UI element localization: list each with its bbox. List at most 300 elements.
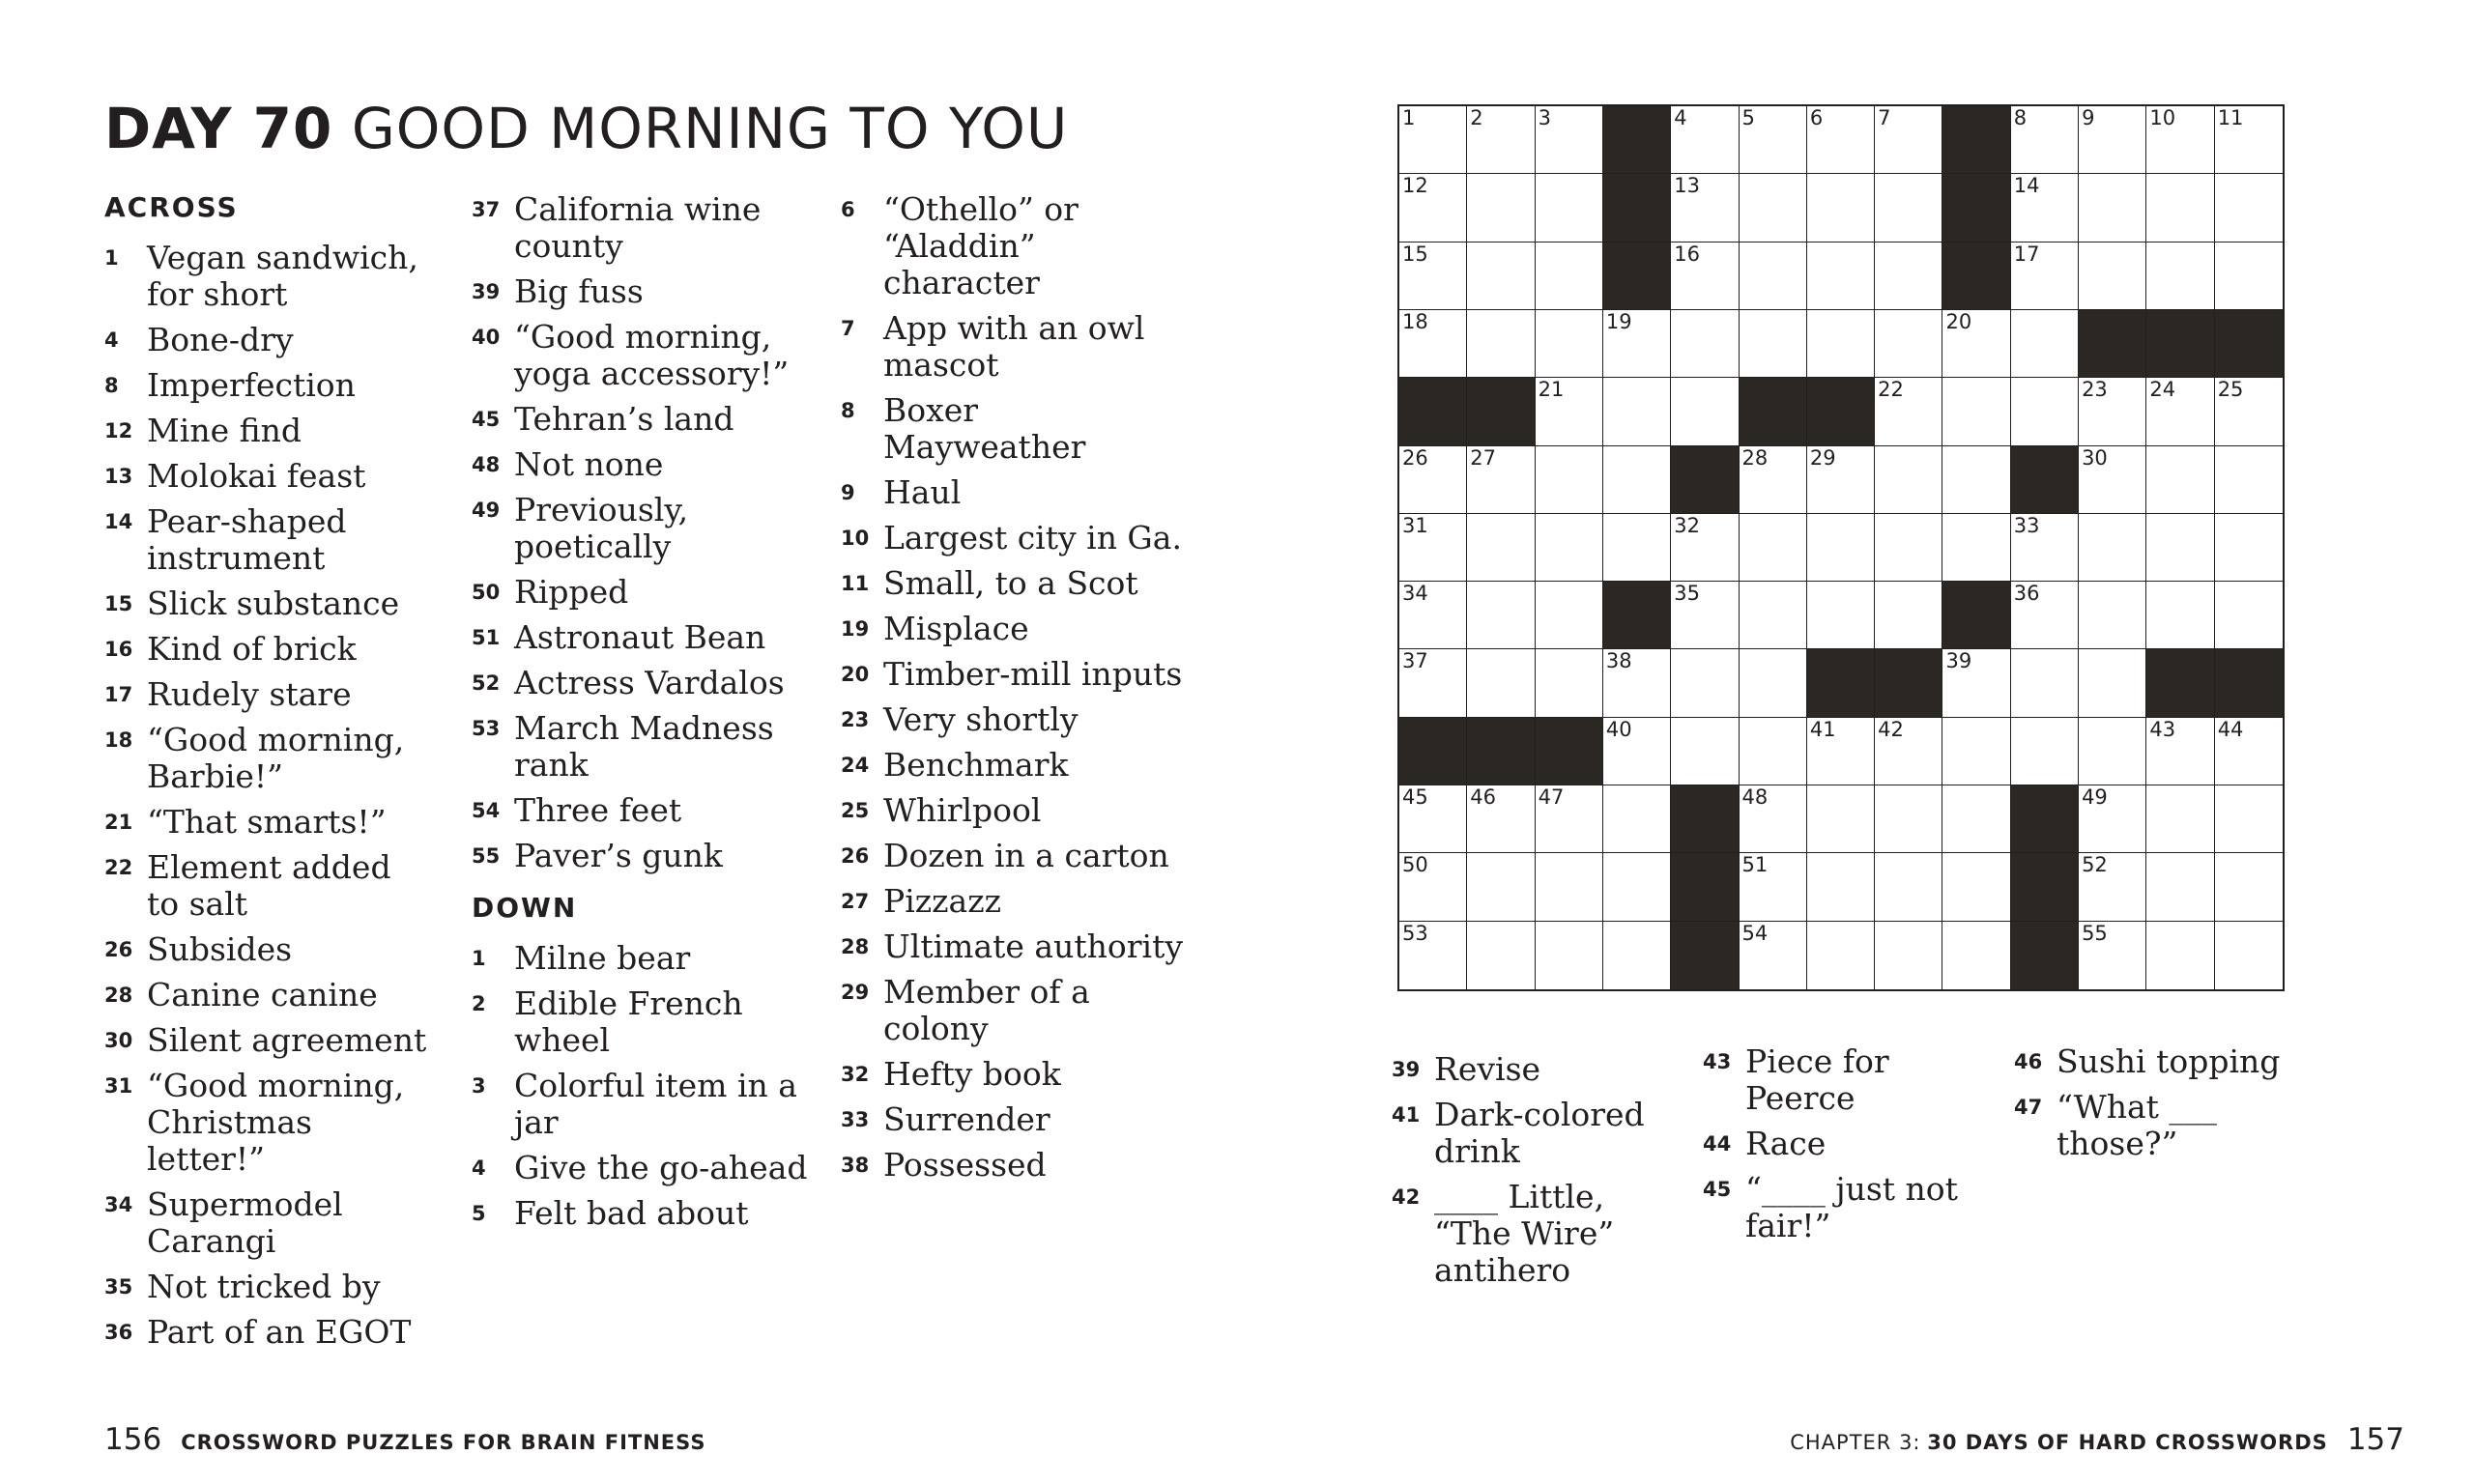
grid-cell[interactable] [1467, 649, 1535, 717]
clue-number: 51 [472, 626, 501, 649]
grid-cell[interactable] [1603, 718, 1671, 785]
cell-number: 49 [2082, 785, 2108, 810]
cell-number: 53 [1402, 921, 1428, 945]
grid-block [1603, 243, 1671, 310]
grid-cell[interactable] [2011, 106, 2079, 174]
clue-text: Rudely stare [147, 675, 352, 713]
clue-text: Boxer Mayweather [883, 391, 1086, 466]
grid-cell[interactable] [2146, 446, 2214, 514]
grid-cell[interactable] [1536, 785, 1603, 853]
grid-cell[interactable] [1942, 853, 2010, 921]
grid-cell[interactable] [2011, 378, 2079, 445]
grid-block [1603, 174, 1671, 242]
grid-cell[interactable] [2079, 582, 2146, 649]
grid-cell[interactable] [1807, 174, 1875, 242]
clue-text: Ultimate authority [883, 928, 1183, 965]
clue-text: “Good morning, yoga accessory!” [514, 318, 790, 392]
grid-cell[interactable] [2079, 243, 2146, 310]
clue-text: Dozen in a carton [883, 837, 1169, 874]
clue-number: 18 [104, 728, 133, 752]
grid-cell[interactable] [1399, 649, 1467, 717]
clue-text: Benchmark [883, 746, 1069, 784]
grid-cell[interactable] [1467, 310, 1535, 378]
grid-cell[interactable] [2215, 106, 2283, 174]
grid-block [1603, 106, 1671, 174]
clue-item [841, 565, 1189, 602]
clue-number: 5 [472, 1202, 486, 1225]
grid-cell[interactable] [1671, 718, 1739, 785]
cell-number: 48 [1741, 785, 1769, 810]
cell-number: 21 [1538, 378, 1565, 402]
clue-text: Kind of brick [147, 630, 357, 668]
grid-block [1603, 582, 1671, 649]
clue-number: 52 [472, 671, 501, 695]
clue-text: Not tricked by [147, 1268, 381, 1305]
cell-number: 27 [1470, 445, 1497, 470]
clue-number: 54 [472, 799, 501, 822]
grid-cell[interactable] [1536, 378, 1603, 445]
clue-item [472, 1150, 810, 1186]
cell-number: 8 [2013, 106, 2028, 129]
clue-number: 53 [472, 717, 501, 740]
clue-item [1703, 1171, 2002, 1244]
grid-cell[interactable] [2146, 243, 2214, 310]
clue-text: Largest city in Ga. [883, 519, 1182, 556]
grid-cell[interactable] [1740, 582, 1807, 649]
grid-cell[interactable] [1536, 106, 1603, 174]
footer-right [1790, 1422, 2404, 1460]
grid-cell[interactable] [2011, 243, 2079, 310]
grid-cell[interactable] [2146, 785, 2214, 853]
grid-cell[interactable] [1807, 718, 1875, 785]
cell-number: 41 [1809, 717, 1836, 741]
grid-cell[interactable] [2011, 649, 2079, 717]
clue-text: Previously, poetically [514, 491, 689, 565]
grid-cell[interactable] [1603, 378, 1671, 445]
grid-cell[interactable] [1603, 785, 1671, 853]
grid-cell[interactable] [2146, 853, 2214, 921]
grid-cell[interactable] [1942, 514, 2010, 582]
book-title: CROSSWORD PUZZLES FOR BRAIN FITNESS [181, 1431, 706, 1454]
grid-cell[interactable] [2079, 649, 2146, 717]
clue-text: Colorful item in a jar [514, 1067, 797, 1141]
cell-number: 50 [1402, 853, 1428, 877]
grid-cell[interactable] [2146, 378, 2214, 445]
clue-column-1 [104, 191, 433, 1359]
grid-cell[interactable] [1807, 514, 1875, 582]
grid-cell[interactable] [2079, 514, 2146, 582]
across-heading: ACROSS [104, 191, 239, 223]
grid-cell[interactable] [2215, 243, 2283, 310]
clue-number: 8 [841, 399, 855, 422]
grid-cell[interactable] [1536, 853, 1603, 921]
cell-number: 30 [2082, 445, 2108, 470]
grid-cell[interactable] [1603, 446, 1671, 514]
grid-cell[interactable] [1536, 243, 1603, 310]
clue-number: 1 [104, 246, 119, 270]
grid-cell[interactable] [2146, 922, 2214, 989]
clue-item [104, 849, 433, 923]
clue-text: “Othello” or “Aladdin” character [883, 190, 1079, 301]
cell-number: 35 [1674, 582, 1700, 606]
clue-item [472, 940, 810, 977]
grid-cell[interactable] [1807, 785, 1875, 853]
clue-text: California wine county [514, 190, 762, 265]
clue-text: Big fuss [514, 272, 644, 310]
page-number-right: 157 [2346, 1422, 2404, 1457]
clue-text: Sushi topping [2057, 1042, 2281, 1080]
clue-number: 9 [841, 481, 855, 504]
grid-cell[interactable] [1740, 106, 1807, 174]
cell-number: 11 [2217, 106, 2244, 129]
clue-item [472, 273, 810, 310]
cell-number: 14 [2013, 174, 2040, 198]
clue-text: “Good morning, Christmas letter!” [147, 1067, 405, 1178]
grid-cell[interactable] [1807, 106, 1875, 174]
grid-cell[interactable] [1942, 310, 2010, 378]
cell-number: 17 [2013, 242, 2040, 266]
grid-cell[interactable] [1671, 310, 1739, 378]
grid-cell[interactable] [1942, 718, 2010, 785]
grid-cell[interactable] [1942, 922, 2010, 989]
clue-number: 30 [104, 1029, 133, 1052]
grid-cell[interactable] [1536, 446, 1603, 514]
grid-cell[interactable] [2079, 446, 2146, 514]
cell-number: 15 [1402, 242, 1428, 266]
clue-text: Hefty book [883, 1055, 1061, 1093]
grid-cell[interactable] [1399, 446, 1467, 514]
clue-text: Possessed [883, 1146, 1047, 1184]
clue-item [841, 611, 1189, 647]
grid-cell[interactable] [1671, 174, 1739, 242]
clue-item [2014, 1043, 2314, 1080]
grid-cell[interactable] [1399, 514, 1467, 582]
clue-item [104, 1269, 433, 1305]
clue-number: 22 [104, 856, 133, 879]
grid-cell[interactable] [1399, 174, 1467, 242]
clue-text: Haul [883, 473, 962, 511]
clue-number: 15 [104, 592, 133, 615]
clue-text: Misplace [883, 610, 1029, 647]
clue-item [841, 792, 1189, 829]
cell-number: 20 [1945, 309, 1972, 333]
grid-block [2215, 649, 2283, 717]
grid-cell[interactable] [2146, 514, 2214, 582]
grid-cell[interactable] [1740, 718, 1807, 785]
grid-cell[interactable] [1603, 922, 1671, 989]
grid-cell[interactable] [1671, 243, 1739, 310]
grid-cell[interactable] [1536, 582, 1603, 649]
grid-cell[interactable] [1875, 446, 1942, 514]
clue-text: Milne bear [514, 939, 691, 977]
grid-cell[interactable] [2079, 785, 2146, 853]
grid-cell[interactable] [1807, 310, 1875, 378]
clue-text: Small, to a Scot [883, 564, 1138, 602]
clue-text: Surrender [883, 1100, 1050, 1138]
grid-cell[interactable] [1467, 446, 1535, 514]
clue-item [472, 1068, 810, 1141]
clue-item [841, 474, 1189, 511]
grid-cell[interactable] [1875, 785, 1942, 853]
grid-cell[interactable] [2079, 174, 2146, 242]
grid-cell[interactable] [2215, 718, 2283, 785]
clue-item [472, 792, 810, 829]
cell-number: 25 [2217, 378, 2244, 402]
clue-number: 42 [1392, 1185, 1421, 1209]
cell-number: 52 [2082, 853, 2108, 877]
grid-cell[interactable] [2215, 922, 2283, 989]
grid-cell[interactable] [2146, 174, 2214, 242]
grid-cell[interactable] [2146, 582, 2214, 649]
grid-cell[interactable] [2215, 446, 2283, 514]
cell-number: 12 [1402, 174, 1428, 198]
down-heading: DOWN [472, 892, 578, 924]
grid-cell[interactable] [1399, 310, 1467, 378]
grid-cell[interactable] [1603, 649, 1671, 717]
clue-number: 26 [841, 844, 870, 868]
grid-cell[interactable] [2079, 106, 2146, 174]
clue-item [472, 710, 810, 784]
grid-cell[interactable] [1467, 106, 1535, 174]
grid-block [1399, 718, 1467, 785]
clue-text: March Madness rank [514, 709, 774, 784]
grid-cell[interactable] [1536, 922, 1603, 989]
grid-block [1875, 649, 1942, 717]
clue-text: Not none [514, 445, 664, 483]
clue-item [472, 1195, 810, 1232]
cell-number: 3 [1538, 106, 1551, 129]
grid-cell[interactable] [1875, 243, 1942, 310]
grid-cell[interactable] [2215, 378, 2283, 445]
grid-cell[interactable] [1536, 174, 1603, 242]
grid-cell[interactable] [2146, 718, 2214, 785]
clue-number: 7 [841, 317, 855, 340]
clue-item [104, 804, 433, 841]
grid-cell[interactable] [1942, 785, 2010, 853]
grid-block [1807, 378, 1875, 445]
grid-cell[interactable] [1467, 922, 1535, 989]
grid-cell[interactable] [1942, 446, 2010, 514]
clue-number: 4 [104, 328, 119, 352]
clue-number: 37 [472, 198, 501, 221]
grid-cell[interactable] [1942, 378, 2010, 445]
grid-cell[interactable] [1875, 174, 1942, 242]
clue-number: 17 [104, 683, 133, 706]
grid-cell[interactable] [1467, 853, 1535, 921]
grid-cell[interactable] [1603, 853, 1671, 921]
grid-cell[interactable] [1740, 310, 1807, 378]
clue-item [104, 1068, 433, 1178]
grid-cell[interactable] [1740, 785, 1807, 853]
clue-text: Timber-mill inputs [883, 655, 1183, 693]
cell-number: 24 [2149, 378, 2176, 402]
clue-item [841, 310, 1189, 384]
grid-cell[interactable] [2011, 718, 2079, 785]
clue-text: “____ just not fair!” [1745, 1170, 1958, 1244]
clue-item [104, 322, 433, 358]
grid-cell[interactable] [1399, 243, 1467, 310]
clue-text: Slick substance [147, 585, 400, 622]
grid-cell[interactable] [1740, 446, 1807, 514]
clue-number: 31 [104, 1074, 133, 1098]
clue-item [1392, 1097, 1691, 1170]
grid-cell[interactable] [1942, 649, 2010, 717]
cell-number: 31 [1402, 513, 1428, 537]
clue-text: Piece for Peerce [1745, 1042, 1889, 1117]
grid-cell[interactable] [1875, 378, 1942, 445]
clue-number: 50 [472, 581, 501, 604]
grid-cell[interactable] [1807, 853, 1875, 921]
clue-item [104, 1314, 433, 1351]
grid-cell[interactable] [1807, 243, 1875, 310]
clue-item [841, 701, 1189, 738]
grid-cell[interactable] [1536, 649, 1603, 717]
grid-cell[interactable] [1807, 582, 1875, 649]
grid-cell[interactable] [1740, 174, 1807, 242]
grid-cell[interactable] [2079, 378, 2146, 445]
grid-cell[interactable] [2215, 582, 2283, 649]
clue-item [2014, 1089, 2314, 1162]
grid-cell[interactable] [1671, 106, 1739, 174]
grid-cell[interactable] [1875, 582, 1942, 649]
grid-cell[interactable] [1467, 514, 1535, 582]
grid-cell[interactable] [1603, 310, 1671, 378]
clue-text: Dark-colored drink [1434, 1096, 1645, 1170]
clue-number: 39 [1392, 1058, 1421, 1081]
clue-text: Revise [1434, 1050, 1541, 1088]
grid-cell[interactable] [2215, 174, 2283, 242]
clue-text: Supermodel Carangi [147, 1185, 343, 1260]
clue-text: Very shortly [883, 700, 1079, 738]
clue-column-5 [1703, 1043, 2002, 1253]
grid-cell[interactable] [1467, 243, 1535, 310]
clue-text: Felt bad about [514, 1194, 749, 1232]
grid-cell[interactable] [1671, 514, 1739, 582]
grid-cell[interactable] [2146, 106, 2214, 174]
cell-number: 37 [1402, 649, 1428, 673]
grid-block [1671, 922, 1739, 989]
cell-number: 13 [1674, 174, 1700, 198]
chapter-label: CHAPTER 3: [1790, 1431, 1921, 1454]
grid-block [2146, 649, 2214, 717]
clue-number: 32 [841, 1063, 870, 1086]
day-label: DAY 70 [104, 96, 333, 161]
grid-block [2011, 446, 2079, 514]
clue-item [104, 977, 433, 1013]
clue-number: 43 [1703, 1050, 1732, 1073]
clue-number: 11 [841, 572, 870, 595]
clue-number: 34 [104, 1193, 133, 1216]
grid-block [2146, 310, 2214, 378]
grid-cell[interactable] [1875, 922, 1942, 989]
grid-cell[interactable] [1536, 514, 1603, 582]
clue-text: Astronaut Bean [514, 618, 766, 656]
grid-cell[interactable] [2011, 174, 2079, 242]
grid-cell[interactable] [1399, 106, 1467, 174]
cell-number: 18 [1402, 309, 1428, 333]
page-number-left: 156 [104, 1422, 162, 1457]
grid-cell[interactable] [1536, 310, 1603, 378]
cell-number: 6 [1809, 106, 1824, 129]
clue-item [841, 1056, 1189, 1093]
grid-cell[interactable] [1467, 582, 1535, 649]
grid-cell[interactable] [1875, 514, 1942, 582]
clue-item [104, 458, 433, 495]
clue-item [472, 191, 810, 265]
grid-cell[interactable] [1875, 310, 1942, 378]
grid-cell[interactable] [1875, 106, 1942, 174]
grid-cell[interactable] [1467, 174, 1535, 242]
grid-cell[interactable] [1740, 853, 1807, 921]
cell-number: 29 [1809, 445, 1836, 470]
clue-number: 44 [1703, 1132, 1732, 1156]
grid-cell[interactable] [2011, 582, 2079, 649]
clue-number: 24 [841, 754, 870, 777]
clue-number: 49 [472, 499, 501, 522]
clue-number: 46 [2014, 1050, 2043, 1073]
clue-text: Vegan sandwich, for short [147, 239, 418, 313]
cell-number: 40 [1605, 717, 1632, 741]
clue-column-2 [472, 191, 810, 1241]
chapter-title: 30 DAYS OF HARD CROSSWORDS [1927, 1431, 2328, 1454]
grid-cell[interactable] [1399, 785, 1467, 853]
grid-cell[interactable] [2079, 718, 2146, 785]
grid-cell[interactable] [2011, 310, 2079, 378]
grid-cell[interactable] [2215, 853, 2283, 921]
clue-number: 48 [472, 453, 501, 476]
grid-block [1942, 174, 2010, 242]
clue-text: App with an owl mascot [883, 309, 1145, 384]
cell-number: 9 [2082, 106, 2095, 129]
grid-cell[interactable] [1399, 853, 1467, 921]
clue-text: “What ___ those?” [2057, 1088, 2217, 1162]
grid-cell[interactable] [1399, 922, 1467, 989]
grid-cell[interactable] [1740, 922, 1807, 989]
grid-cell[interactable] [1671, 582, 1739, 649]
cell-number: 54 [1741, 921, 1769, 945]
grid-cell[interactable] [2079, 853, 2146, 921]
cell-number: 55 [2082, 921, 2108, 945]
grid-cell[interactable] [2079, 922, 2146, 989]
grid-cell[interactable] [1807, 446, 1875, 514]
grid-cell[interactable] [2215, 785, 2283, 853]
grid-cell[interactable] [1671, 378, 1739, 445]
clue-text: Canine canine [147, 976, 378, 1013]
grid-cell[interactable] [1740, 514, 1807, 582]
grid-cell[interactable] [1467, 785, 1535, 853]
grid-block [1467, 378, 1535, 445]
clue-number: 1 [472, 947, 486, 970]
grid-cell[interactable] [1740, 243, 1807, 310]
clue-item [1392, 1179, 1691, 1289]
clue-item [104, 676, 433, 713]
clue-item [104, 1186, 433, 1260]
clue-item [841, 392, 1189, 466]
grid-cell[interactable] [2011, 514, 2079, 582]
grid-cell[interactable] [1875, 718, 1942, 785]
clue-item [472, 665, 810, 701]
grid-cell[interactable] [1399, 582, 1467, 649]
grid-cell[interactable] [2215, 514, 2283, 582]
grid-cell[interactable] [1740, 649, 1807, 717]
grid-cell[interactable] [1603, 514, 1671, 582]
clue-number: 3 [472, 1074, 486, 1098]
cell-number: 1 [1402, 106, 1416, 129]
grid-cell[interactable] [1807, 922, 1875, 989]
grid-cell[interactable] [1875, 853, 1942, 921]
clue-item [1703, 1126, 2002, 1162]
grid-cell[interactable] [1671, 649, 1739, 717]
